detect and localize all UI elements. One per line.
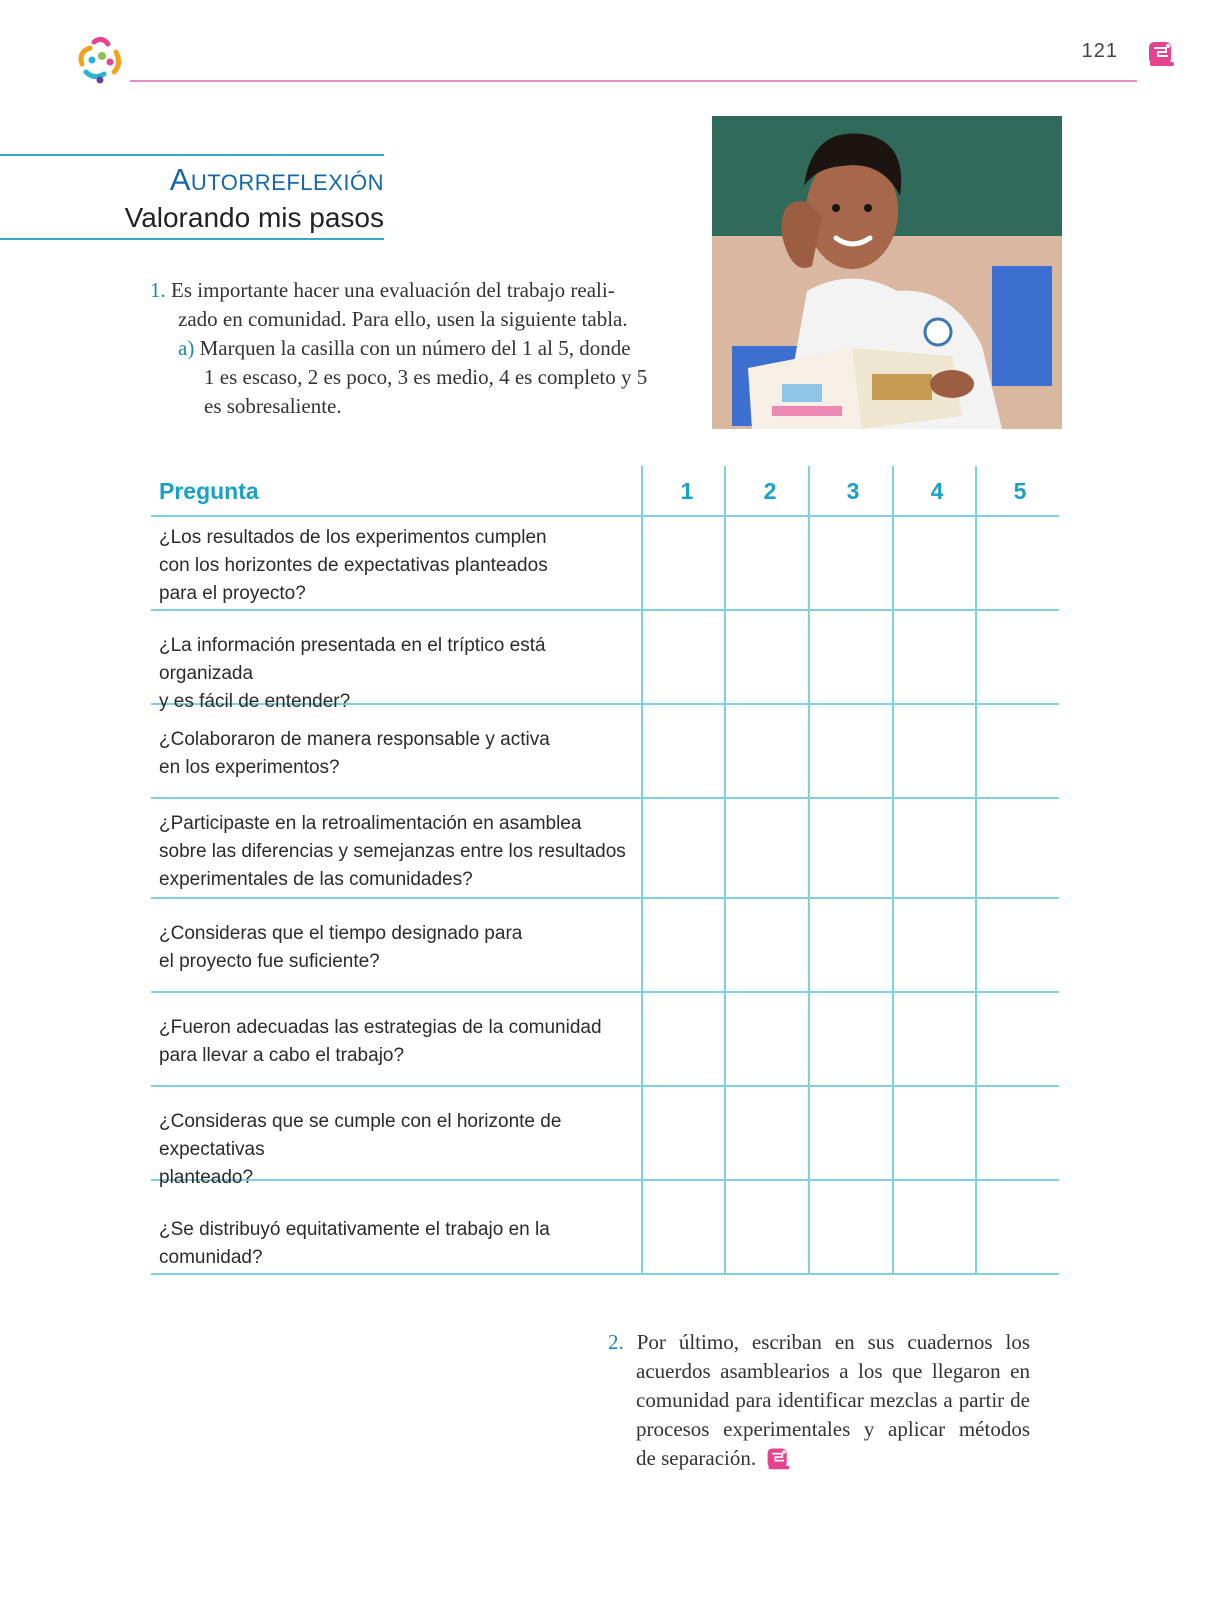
item-number: 1. bbox=[150, 278, 166, 302]
table-row-question: ¿Fueron adecuadas las estrategias de la comunidad para llevar a cabo el trabajo? bbox=[159, 1017, 602, 1066]
column-divider bbox=[808, 466, 810, 1274]
instruction-line: Por último, escriban en sus cuadernos los bbox=[636, 1330, 1031, 1354]
score-header-1: 1 bbox=[680, 478, 694, 504]
item-letter: a) bbox=[178, 336, 195, 360]
column-divider bbox=[975, 466, 977, 1274]
table-row-question: ¿Consideras que se cumple con el horizonte de expectativas planteado? bbox=[159, 1111, 562, 1188]
score-header-3: 3 bbox=[846, 478, 860, 504]
instruction-line: Es importante hacer una evaluación del trabajo reali- bbox=[171, 278, 615, 302]
row-divider bbox=[151, 1085, 1059, 1087]
item-number: 2. bbox=[608, 1330, 624, 1354]
score-header-2: 2 bbox=[763, 478, 777, 504]
instruction-line: 1 es escaso, 2 es poco, 3 es medio, 4 es completo y 5 bbox=[204, 365, 648, 389]
table-row-question: ¿Se distribuyó equitativamente el trabajo en la comunidad? bbox=[159, 1219, 550, 1268]
instruction-line: zado en comunidad. Para ello, usen la siguiente tabla. bbox=[178, 307, 628, 331]
section-label: Autorreflexión bbox=[169, 162, 384, 197]
column-divider bbox=[724, 466, 726, 1274]
row-divider bbox=[151, 515, 1059, 517]
instruction-line: procesos experimentales y aplicar métodos bbox=[636, 1417, 1030, 1441]
column-divider bbox=[641, 466, 643, 1274]
section-title: Valorando mis pasos bbox=[124, 202, 384, 233]
row-divider bbox=[151, 1273, 1059, 1275]
row-divider bbox=[151, 991, 1059, 993]
table-row-question: ¿Colaboraron de manera responsable y activa en los experimentos? bbox=[159, 729, 550, 778]
table-row-question: ¿Participaste en la retroalimentación en asamblea sobre las diferencias y semejanzas entre los resultados experimentales de las comunidades? bbox=[159, 813, 626, 890]
instruction-line: de separación. bbox=[636, 1446, 757, 1470]
row-divider bbox=[151, 609, 1059, 611]
page-number: 121 bbox=[1081, 40, 1118, 62]
table-row-question: ¿Consideras que el tiempo designado para el proyecto fue suficiente? bbox=[159, 923, 523, 972]
instruction-line: comunidad para identificar mezclas a partir de bbox=[636, 1388, 1030, 1412]
instruction-2 bbox=[608, 1328, 1030, 1473]
pink-glyph-icon bbox=[765, 1445, 791, 1471]
score-header-5: 5 bbox=[1013, 478, 1027, 504]
table-header-question: Pregunta bbox=[159, 478, 259, 504]
instruction-line: es sobresaliente. bbox=[204, 394, 342, 418]
table-row-question: ¿Los resultados de los experimentos cumplen con los horizontes de expectativas planteados para el proyecto? bbox=[159, 527, 548, 604]
table-row-question: ¿La información presentada en el tríptico está organizada y es fácil de entender? bbox=[159, 635, 546, 712]
instruction-line: acuerdos asamblearios a los que llegaron en bbox=[636, 1359, 1030, 1383]
instruction-line: Marquen la casilla con un número del 1 al 5, donde bbox=[199, 336, 631, 360]
row-divider bbox=[151, 897, 1059, 899]
row-divider bbox=[151, 797, 1059, 799]
score-header-4: 4 bbox=[930, 478, 944, 504]
column-divider bbox=[892, 466, 894, 1274]
